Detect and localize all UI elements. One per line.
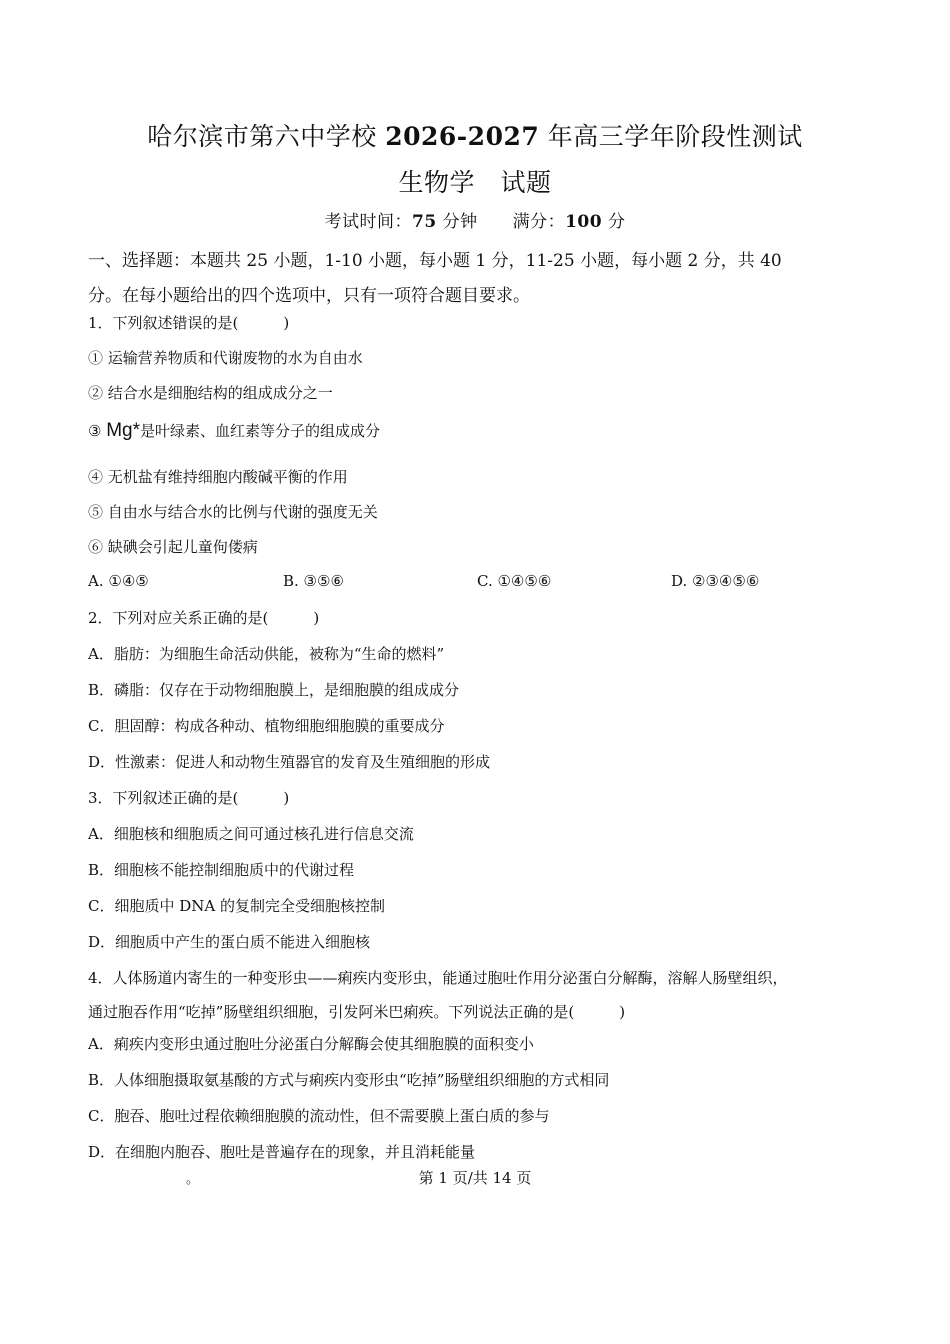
statement-number: ③: [88, 422, 107, 440]
question-4-option-a: A．痢疾内变形虫通过胞吐分泌蛋白分解酶会使其细胞膜的面积变小: [88, 1035, 534, 1053]
exam-title: [0, 117, 950, 153]
question-1-stem: 1．下列叙述错误的是( ): [88, 314, 290, 332]
question-1-statement: ② 结合水是细胞结构的组成成分之一: [88, 384, 333, 402]
section-instruction-line1: 一、选择题：本题共 25 小题，1-10 小题，每小题 1 分，11-25 小题，每小题 2 分，共 40: [88, 251, 782, 271]
question-4-option-d: D．在细胞内胞吞、胞吐是普遍存在的现象，并且消耗能量: [88, 1143, 476, 1161]
question-1-option-d: D. ②③④⑤⑥: [671, 572, 760, 590]
question-3-option-a: A．细胞核和细胞质之间可通过核孔进行信息交流: [88, 825, 414, 843]
question-2-option-a: A．脂肪：为细胞生命活动供能，被称为“生命的燃料”: [88, 645, 445, 663]
score-unit: 分: [602, 212, 626, 232]
question-1-option-a: A. ①④⑤: [88, 572, 149, 590]
title-suffix: 年高三学年阶段性测试: [539, 122, 803, 151]
title-school: 哈尔滨市第六中学校: [147, 122, 386, 151]
score-value: 100: [565, 212, 603, 232]
question-2-option-c: C．胆固醇：构成各种动、植物细胞细胞膜的重要成分: [88, 717, 445, 735]
question-1-option-b: B. ③⑤⑥: [283, 572, 344, 590]
question-2-option-b: B．磷脂：仅存在于动物细胞膜上，是细胞膜的组成成分: [88, 681, 460, 699]
subject-title: 生物学 试题: [398, 168, 552, 197]
question-4-option-c: C．胞吞、胞吐过程依赖细胞膜的流动性，但不需要膜上蛋白质的参与: [88, 1107, 550, 1125]
question-1-statement: ① 运输营养物质和代谢废物的水为自由水: [88, 349, 363, 367]
question-3-stem: 3．下列叙述正确的是( ): [88, 789, 290, 807]
footer-mark: 。: [186, 1172, 200, 1187]
question-1-statement: ⑥ 缺碘会引起儿童佝偻病: [88, 538, 258, 556]
question-4-stem-line1: 4．人体肠道内寄生的一种变形虫——痢疾内变形虫，能通过胞吐作用分泌蛋白分解酶，溶解人肠壁组织，: [88, 969, 788, 987]
time-label: 考试时间：: [324, 212, 412, 232]
question-1-statement-3: [88, 420, 380, 442]
statement-text: 是叶绿素、血红素等分子的组成成分: [140, 422, 381, 440]
page-number: 第 1 页/共 14 页: [418, 1169, 532, 1187]
question-3-option-b: B．细胞核不能控制细胞质中的代谢过程: [88, 861, 355, 879]
time-value: 75: [412, 212, 437, 232]
question-4-option-b: B．人体细胞摄取氨基酸的方式与痢疾内变形虫“吃掉”肠壁组织细胞的方式相同: [88, 1071, 610, 1089]
question-1-statement: ⑤ 自由水与结合水的比例与代谢的强度无关: [88, 503, 378, 521]
section-instruction-line2: 分。在每小题给出的四个选项中，只有一项符合题目要求。: [88, 286, 530, 306]
question-2-option-d: D．性激素：促进人和动物生殖器官的发育及生殖细胞的形成: [88, 753, 491, 771]
question-4-stem-line2: 通过胞吞作用“吃掉”肠壁组织细胞，引发阿米巴痢疾。下列说法正确的是( ): [88, 1003, 626, 1021]
exam-info: [0, 207, 950, 232]
question-2-stem: 2．下列对应关系正确的是( ): [88, 609, 320, 627]
question-3-option-c: C．细胞质中 DNA 的复制完全受细胞核控制: [88, 897, 385, 915]
question-1-option-c: C. ①④⑤⑥: [477, 572, 552, 590]
time-unit: 分钟 满分：: [436, 212, 566, 232]
question-3-option-d: D．细胞质中产生的蛋白质不能进入细胞核: [88, 933, 371, 951]
mg-symbol: Mg*: [106, 420, 141, 441]
title-year: 2026-2027: [385, 122, 540, 151]
question-1-statement: ④ 无机盐有维持细胞内酸碱平衡的作用: [88, 468, 348, 486]
